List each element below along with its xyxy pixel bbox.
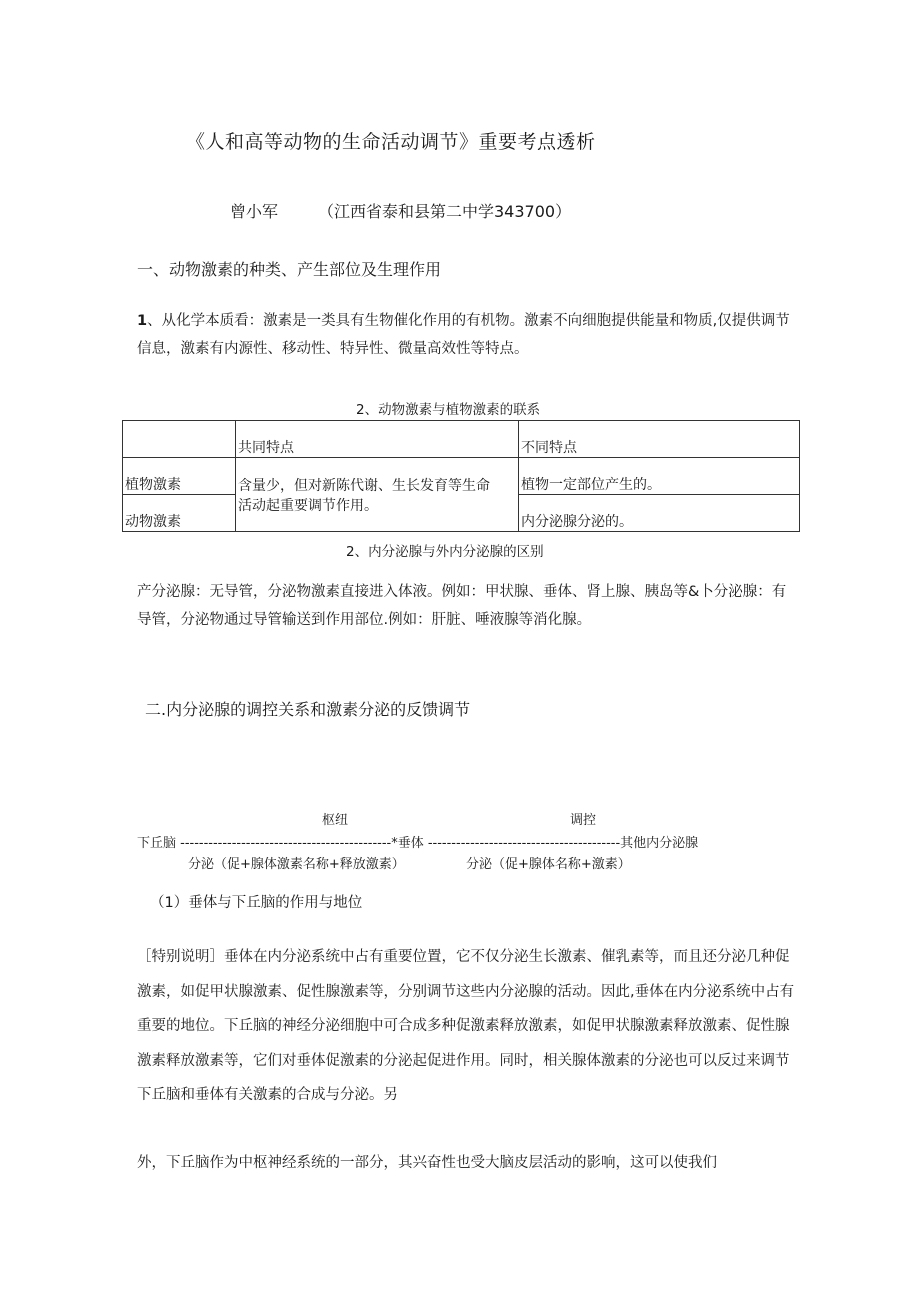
table-row — [123, 495, 800, 532]
paragraph-point-2: 产分泌腺：无导管，分泌物激素直接进入体液。例如：甲状腺、垂体、肾上腺、胰岛等&卜分泌腺：有导管，分泌物通过导管输送到作用部位.例如：肝脏、唾液腺等消化腺。 — [137, 584, 787, 628]
point-number: 1 — [137, 313, 148, 329]
paragraph-special-note: ［特别说明］垂体在内分泌系统中占有重要位置，它不仅分泌生长激素、催乳素等，而且还分泌几种促激素，如促甲状腺激素、促性腺激素等，分别调节这些内分泌腺的活动。因此,垂体在内分泌系统中占有重要的地位。下丘脑的神经分泌细胞中可合成多种促激素释放激素，如促甲状腺激素释放激素、促性腺激素释放激素等，它们对垂体促激素的分泌起促进作用。同时，相关腺体激素的分泌也可以反过来调节下丘脑和垂体有关激素的合成与分泌。另 — [137, 949, 795, 1103]
section-heading-2: 二.内分泌腺的调控关系和激素分泌的反馈调节 — [145, 700, 471, 719]
caption-2: 2、内分泌腺与外内分泌腺的区别 — [346, 544, 544, 560]
hormone-comparison-table — [122, 420, 800, 532]
table-cell: 植物激素 — [123, 458, 236, 495]
table-cell — [123, 421, 236, 458]
table-cell: 动物激素 — [123, 495, 236, 532]
sub-heading: （1）垂体与下丘脑的作用与地位 — [150, 895, 363, 911]
author-affiliation: （江西省泰和县第二中学343700） — [318, 202, 572, 221]
table-header-row — [123, 421, 800, 458]
diagram-secrete-2: 分泌（促+腺体名称+激素） — [466, 857, 631, 872]
table-row — [123, 458, 800, 495]
diagram-secrete-1: 分泌（促+腺体激素名称+释放激素） — [188, 857, 405, 872]
document-title: 《人和高等动物的生命活动调节》重要考点透析 — [186, 131, 596, 153]
paragraph-continuation: 外，下丘脑作为中枢神经系统的一部分，其兴奋性也受大脑皮层活动的影响，这可以使我们 — [137, 1155, 717, 1171]
diagram-label-hub: 枢纽 — [322, 813, 349, 828]
author-name: 曾小军 — [230, 202, 279, 221]
table-cell: 植物一定部位产生的。 — [519, 458, 800, 495]
diagram-label-regulate: 调控 — [570, 813, 597, 828]
table-cell: 活动起重要调节作用。 — [236, 495, 519, 532]
table-cell: 内分泌腺分泌的。 — [519, 495, 800, 532]
table-caption: 2、动物激素与植物激素的联系 — [356, 402, 541, 418]
table-cell: 含量少，但对新陈代谢、生长发育等生命 — [236, 458, 519, 495]
paragraph-point-1 — [137, 307, 797, 363]
table-cell: 不同特点 — [519, 421, 800, 458]
diagram-flow-line: 下丘脑 ---------------------------------------------*垂体 -----------------------------------------其他内分泌腺 — [137, 836, 699, 851]
point-1-text: 、从化学本质看：激素是一类具有生物催化作用的有机物。激素不向细胞提供能量和物质,仅提供调节信息，激素有内源性、移动性、特异性、微量高效性等特点。 — [137, 313, 790, 357]
table-cell: 共同特点 — [236, 421, 519, 458]
section-heading-1: 一、动物激素的种类、产生部位及生理作用 — [137, 260, 442, 279]
